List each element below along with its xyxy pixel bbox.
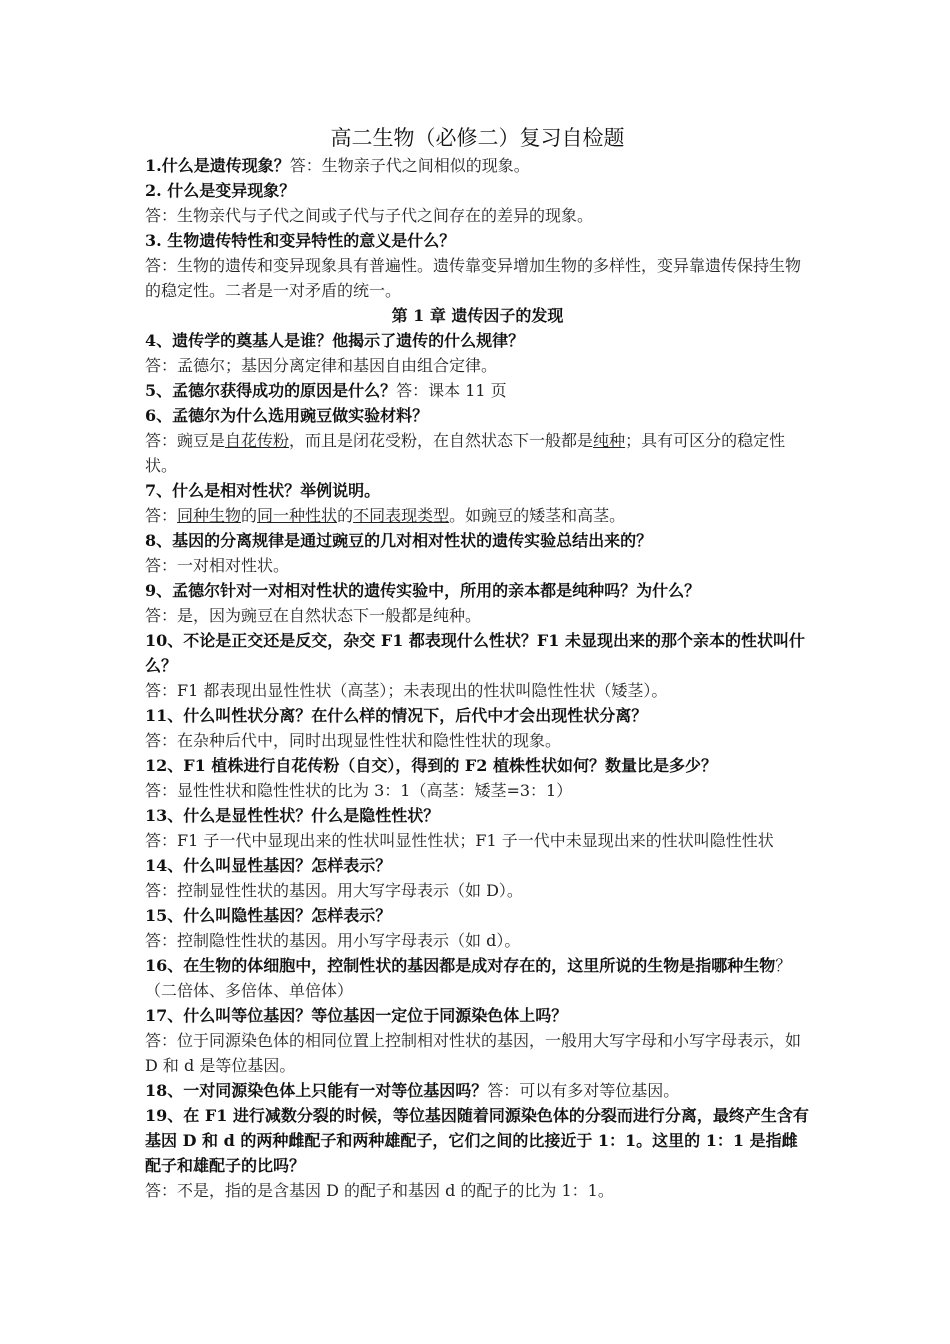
qa-1 [145,153,810,178]
answer-6 [145,428,810,478]
question-11: 11、什么叫性状分离？在什么样的情况下，后代中才会出现性状分离？ [145,706,648,725]
question: 5、孟德尔获得成功的原因是什么？ [145,381,397,400]
underlined-term: 同种生物 [177,506,242,525]
question-19: 19、在 F1 进行减数分裂的时候，等位基因随着同源染色体的分裂而进行分离，最终产生含有基因 D 和 d 的两种雌配子和两种雄配子，它们之间的比接近于 1：1。这里的 1：1 是指雌配子和雄配子的比吗？ [145,1106,809,1175]
qa-5 [145,378,810,403]
question-10: 10、不论是正交还是反交，杂交 F1 都表现什么性状？F1 未显现出来的那个亲本的性状叫什么？ [145,631,805,675]
answer-13: 答：F1 子一代中显现出来的性状叫显性性状；F1 子一代中未显现出来的性状叫隐性性状 [145,831,774,850]
answer-14: 答：控制显性性状的基因。用大写字母表示（如 D）。 [145,881,523,900]
answer: ？（二倍体、多倍体、单倍体） [145,956,792,1000]
question-7: 7、什么是相对性状？举例说明。 [145,481,381,500]
question: 18、一对同源染色体上只能有一对等位基因吗？ [145,1081,488,1100]
answer-text: ，而且是闭花受粉，在自然状态下一般都是 [289,431,594,450]
qa-18 [145,1078,810,1103]
answer-17: 答：位于同源染色体的相同位置上控制相对性状的基因，一般用大写字母和小写字母表示，如 D 和 d 是等位基因。 [145,1031,802,1075]
question-8: 8、基因的分离规律是通过豌豆的几对相对性状的遗传实验总结出来的？ [145,531,653,550]
chapter-heading: 第 1 章 遗传因子的发现 [391,306,564,325]
question-12: 12、F1 植株进行自花传粉（自交），得到的 F2 植株性状如何？数量比是多少？ [145,756,717,775]
question-4: 4、遗传学的奠基人是谁？他揭示了遗传的什么规律？ [145,331,525,350]
underlined-term: 纯种 [593,431,626,450]
answer-19: 答：不是，指的是含基因 D 的配子和基因 d 的配子的比为 1：1。 [145,1181,614,1200]
answer-text: 答：豌豆是 [145,431,226,450]
answer-2: 答：生物亲代与子代之间或子代与子代之间存在的差异的现象。 [145,206,594,225]
qa-16 [145,953,810,1003]
answer: 答：课本 11 页 [396,381,507,400]
answer-8: 答：一对相对性状。 [145,556,290,575]
answer-text: 的 [337,506,354,525]
answer-text: 答： [145,506,178,525]
answer-10: 答：F1 都表现出显性性状（高茎）；未表现出的性状叫隐性性状（矮茎）。 [145,681,668,700]
answer-9: 答：是，因为豌豆在自然状态下一般都是纯种。 [145,606,482,625]
underlined-term: 不同表现类型 [353,506,450,525]
question-6: 6、孟德尔为什么选用豌豆做实验材料？ [145,406,429,425]
question: 16、在生物的体细胞中，控制性状的基因都是成对存在的，这里所说的生物是指哪种生物 [145,956,776,975]
answer-7 [145,503,810,528]
answer: 答：可以有多对等位基因。 [487,1081,680,1100]
answer-text: 的 [241,506,258,525]
underlined-term: 同一种性状 [257,506,338,525]
page-title: 高二生物（必修二）复习自检题 [330,126,625,150]
answer-15: 答：控制隐性性状的基因。用小写字母表示（如 d）。 [145,931,521,950]
question-3: 3. 生物遗传特性和变异特性的意义是什么？ [145,231,456,250]
question-14: 14、什么叫显性基因？怎样表示？ [145,856,392,875]
answer-4: 答：孟德尔；基因分离定律和基因自由组合定律。 [145,356,498,375]
answer-text: 。如豌豆的矮茎和高茎。 [449,506,626,525]
answer-11: 答：在杂种后代中，同时出现显性性状和隐性性状的现象。 [145,731,562,750]
answer: 答：生物亲子代之间相似的现象。 [289,156,530,175]
underlined-term: 自花传粉 [225,431,290,450]
answer-text: ；具有可区分的稳定性状。 [145,431,786,475]
question-17: 17、什么叫等位基因？等位基因一定位于同源染色体上吗？ [145,1006,568,1025]
question-9: 9、孟德尔针对一对相对性状的遗传实验中，所用的亲本都是纯种吗？为什么？ [145,581,701,600]
answer-12: 答：显性性状和隐性性状的比为 3：1（高茎：矮茎=3：1） [145,781,573,800]
question-13: 13、什么是显性性状？什么是隐性性状？ [145,806,440,825]
question: 1.什么是遗传现象？ [145,156,290,175]
answer-3: 答：生物的遗传和变异现象具有普遍性。遗传靠变异增加生物的多样性，变异靠遗传保持生物的稳定性。二者是一对矛盾的统一。 [145,256,802,300]
question-2: 2. 什么是变异现象？ [145,181,296,200]
question-15: 15、什么叫隐性基因？怎样表示？ [145,906,392,925]
